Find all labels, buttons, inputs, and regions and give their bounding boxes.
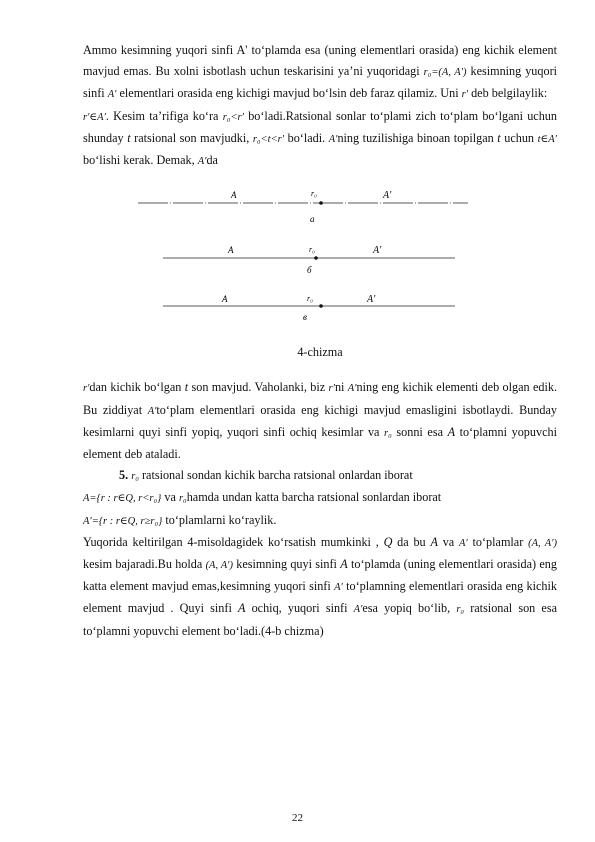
point-r0-a: [319, 201, 323, 205]
math: Q: [383, 534, 393, 549]
line-b-mid-label: r₀: [309, 245, 315, 255]
math: r₀: [178, 493, 187, 505]
math: A: [447, 424, 456, 439]
text: to‘plamda (uning elementlari orasida) eng katta element mavjud emas,kesimning yuqori sinfi: [83, 557, 557, 594]
paragraph-3: [83, 377, 557, 465]
paragraph-4: [83, 465, 557, 487]
math: A′: [347, 383, 357, 395]
math-set-def: A={r : r∈Q, r<r₀}: [83, 493, 162, 505]
line-b-right-label: A′: [373, 245, 382, 257]
text: to‘plam elementlari orasida eng kichigi mavjud emasligini isbotlaydi. Bunday kesimlarni quyi sinfi yopiq, yuqori sinfi ochiq kesimlar va: [83, 402, 557, 439]
text: elementlari orasida eng kichigi mavjud bo‘lsin deb faraz qilamiz. Uni: [116, 86, 462, 101]
text: ning eng kichik elementi deb olgan edik. Bu ziddiyat: [83, 380, 557, 417]
text: sonni esa: [391, 424, 448, 439]
text: ning tuzilishiga binoan topilgan: [337, 130, 498, 145]
math: r′: [328, 383, 335, 395]
line-c-sub-label: в: [303, 312, 307, 323]
math: r′: [83, 383, 90, 395]
page-number: 22: [292, 812, 303, 824]
math: A: [430, 534, 438, 549]
math: r₀: [131, 471, 139, 483]
math: A′: [328, 133, 338, 145]
math-cut: r₀=(A, A′): [423, 67, 467, 79]
text: uchun: [500, 130, 538, 145]
text: Ammo kesimning yuqori sinfi A' to‘plamda esa (uning elementlari orasida) eng kichik element mavjud emas. Bu xolni isbotlash uchun teskarisini ya’ni yuqoridagi: [83, 43, 557, 79]
math: A: [340, 557, 348, 572]
text: to‘plamni yopuvchi element deb ataladi.: [83, 424, 557, 462]
point-r0-b: [314, 256, 318, 260]
text: Yuqorida keltirilgan 4-misoldagidek ko‘rsatish mumkinki ,: [83, 534, 384, 549]
math: A′: [353, 604, 363, 616]
math: t∈A′: [537, 133, 557, 145]
line-b-sub-label: б: [307, 265, 312, 276]
math-r-prime: r′: [461, 89, 469, 101]
text: deb belgilaylik:: [468, 86, 548, 101]
math: A′: [334, 582, 343, 594]
math: (A, A′): [205, 560, 233, 572]
text: ochiq, yuqori sinfi: [245, 601, 354, 616]
text: bo‘ladi.: [284, 130, 329, 145]
text: kesimning yuqori sinfi: [83, 64, 558, 101]
paragraph-1: [83, 40, 557, 106]
math: (A, A′): [528, 537, 558, 549]
math: t: [184, 380, 189, 395]
paragraph-5: [83, 487, 557, 531]
math: A′: [459, 537, 468, 549]
text: son mavjud. Vaholanki, biz: [188, 380, 329, 395]
math-set: A′: [107, 89, 117, 101]
item-number: 5.: [119, 468, 132, 483]
math-set-def: A′={r : r∈Q, r≥r₀}: [83, 515, 163, 527]
line-a-sub-label: a: [310, 214, 315, 225]
math: r₀<r′: [222, 111, 244, 123]
text: bo‘lishi kerak. Demak,: [83, 153, 198, 168]
text: kesim bajaradi.Bu holda: [83, 557, 206, 572]
line-c-right-label: A′: [367, 294, 376, 306]
text: to‘plamlar: [467, 534, 529, 549]
paragraph-2: [83, 106, 557, 173]
text: va: [161, 490, 179, 505]
document-page: [83, 40, 557, 642]
text: da: [206, 153, 218, 168]
math: r₀: [456, 604, 465, 616]
text: dan kichik bo‘lgan: [89, 380, 185, 395]
text: ratsional son esa to‘plamni yopuvchi element bo‘ladi.(4-b chizma): [83, 601, 557, 638]
text: va: [437, 534, 459, 549]
math: r₀: [384, 427, 392, 439]
paragraph-6: [83, 532, 557, 642]
figure-caption: 4-chizma: [297, 345, 343, 360]
text: ratsional son mavjudki,: [130, 130, 253, 145]
line-c-mid-label: r₀: [307, 294, 313, 304]
math: A: [237, 601, 246, 616]
math: r₀<t<r′: [252, 133, 285, 145]
text: ni: [334, 380, 348, 395]
number-line-diagram: [83, 178, 557, 338]
text: to‘plamlarni ko‘raylik.: [162, 512, 277, 527]
text: esa yopiq bo‘lib,: [362, 601, 457, 616]
text: ratsional sondan kichik barcha ratsional onlardan iborat: [138, 468, 413, 483]
line-b-left-label: A: [228, 245, 234, 256]
text: to‘plamning elementlari orasida eng kichik element mavjud . Quyi sinfi: [83, 579, 557, 616]
math: r′∈A′: [83, 111, 106, 123]
math: t: [127, 130, 131, 145]
math: A′: [147, 405, 157, 417]
text: bo‘ladi.Ratsional sonlar to‘plami zich to‘plam bo‘lgani uchun shunday: [83, 108, 557, 145]
text: kesimning quyi sinfi: [232, 557, 341, 572]
math: t: [497, 130, 501, 145]
point-r0-c: [319, 304, 323, 308]
text: . Kesim ta’rifiga ko‘ra: [105, 108, 223, 123]
text: da bu: [392, 534, 431, 549]
line-a-left-label: A: [231, 190, 237, 201]
text: hamda undan katta barcha ratsional sonlardan iborat: [186, 490, 442, 505]
figure-4: [83, 178, 557, 338]
line-a-mid-label: r₀: [311, 189, 317, 199]
line-a-right-label: A′: [383, 190, 392, 202]
line-c-left-label: A: [222, 294, 228, 305]
math: A′: [197, 156, 207, 168]
